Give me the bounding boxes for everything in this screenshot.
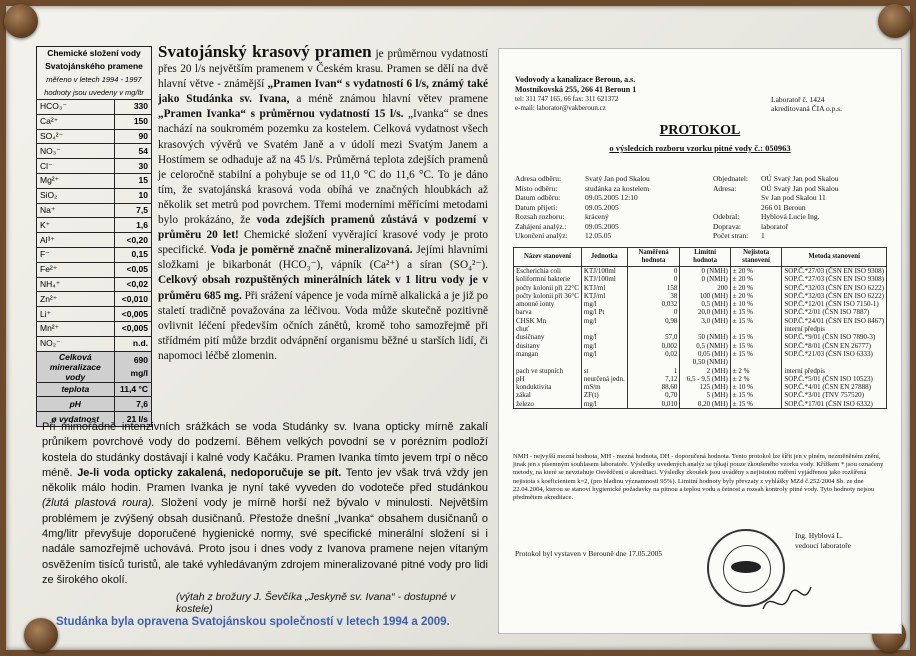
results-cell: 0,20 (MH) xyxy=(680,400,730,409)
results-cell: SOP.Č.*3/01 (TNV 757520) xyxy=(782,391,887,399)
chem-ion: Cl⁻ xyxy=(37,159,115,174)
results-cell: KTJ/100ml xyxy=(581,275,627,283)
results-cell: SOP.Č.*32/03 (ČSN EN ISO 6222) xyxy=(782,284,887,292)
lab-accreditation: akreditovaná ČIA o.p.s. xyxy=(771,104,843,113)
chem-row xyxy=(37,159,152,174)
chem-row xyxy=(37,173,152,188)
results-cell: 38 xyxy=(627,292,680,300)
results-cell: 125 (MH) xyxy=(680,383,730,391)
chem-table-subtitle: měřeno v letech 1994 - 1997 xyxy=(46,75,142,84)
results-cell: 0 xyxy=(627,275,680,283)
results-cell: ± 15 % xyxy=(730,308,782,316)
results-cell: mS/m xyxy=(581,383,627,391)
results-cell xyxy=(627,325,680,333)
chem-ion: Na⁺ xyxy=(37,203,115,218)
results-cell: ± 2 % xyxy=(730,367,782,375)
results-cell: ± 15 % xyxy=(730,350,782,358)
results-cell: KTJ/ml xyxy=(581,292,627,300)
results-row xyxy=(514,275,887,283)
results-row xyxy=(514,284,887,292)
chem-value: 1,6 xyxy=(114,218,151,233)
results-cell: mangan xyxy=(514,350,582,358)
info-value: 09.05.2005 xyxy=(585,202,619,212)
chem-ion: HCO₃⁻ xyxy=(37,100,115,115)
text-span: „Pramen Ivan“ s vydatností 6 l/s, známý také jako Studánka sv. Ivana, xyxy=(158,78,488,106)
results-table xyxy=(513,247,887,409)
chem-value: 330 xyxy=(114,100,151,115)
text-span: Tento jev však trvá vždy jen několik málo hodin. Pramen Ivanka je nyní také vyveden do vodoteče před studánkou xyxy=(42,466,488,495)
info-label: Místo odběru: xyxy=(515,183,558,193)
footer-note: Studánka byla opravena Svatojánskou společností v letech 1994 a 2009. xyxy=(56,616,450,628)
info-value: OÚ Svatý Jan pod Skalou xyxy=(761,174,839,183)
results-row xyxy=(514,367,887,375)
results-row xyxy=(514,267,887,276)
corner-screw xyxy=(878,4,912,38)
text-span: Při srážení vápence je voda mírně alkalická a je již po staletí tradičně považována za léčivou. Voda může skutečně pozitivně ovlivnit léčení především očních zánětů, kromě toho samozřejmě při střídmém pití může brzdit odvápnění organismu běžné u starších lidí, či napomoci léčbě zlomenin. xyxy=(158,289,489,362)
results-cell: ± 15 % xyxy=(730,342,782,350)
chem-value: 7,5 xyxy=(114,203,151,218)
chem-ion: Mn²⁺ xyxy=(37,321,115,336)
info-value: laboratoř xyxy=(761,221,789,231)
results-row xyxy=(514,317,887,325)
results-cell: 0,5 (MH) xyxy=(680,300,730,308)
chem-value: 54 xyxy=(114,144,151,159)
results-cell: 2 (MH) xyxy=(680,367,730,375)
results-cell: ± 2 % xyxy=(730,375,782,383)
chem-value: 30 xyxy=(114,159,151,174)
results-cell: 57,0 xyxy=(627,333,680,341)
results-cell: SOP.Č.*17/01 (ČSN ISO 6332) xyxy=(782,400,887,409)
text-span: je průměrnou vydatností přes 20 l/s největším pramenem v Českém krasu. Pramen se dělí na dvě hlavní větve - známější xyxy=(158,48,488,91)
results-cell: počty kolonií při 22°C xyxy=(514,284,582,292)
info-value: OÚ Svatý Jan pod Skalou xyxy=(761,183,839,193)
text-span: Celkový obsah rozpuštěných minerálních látek v 1 litru vody je v průměru 685 mg. xyxy=(158,274,488,302)
results-cell: interní předpis xyxy=(782,325,887,333)
chem-ion: Fe²⁺ xyxy=(37,262,115,277)
chem-value: 10 xyxy=(114,188,151,203)
info-value: studánka za kostelem xyxy=(585,183,650,193)
chem-value: <0,010 xyxy=(114,292,151,307)
info-value: Sv Jan pod Skalou 11 xyxy=(761,193,826,202)
results-cell: 6,5 - 9,5 (MH) xyxy=(680,375,730,383)
text-span: „Ivanka“ se dnes nachází na soukromém pozemku za kostelem. Celková vydatnost všech krasových vývěrů ve Svatém Janě a v údolí mezi Svatým Janem a Hostímem se odhaduje až na 45 l/s. Průměrná teplota zdejších pramenů je celoročně stabilní a pohybuje se od 11,0 °C do 11,6 °C. To je dáno tím, že svatojánská krasová voda obíhá ve značných hloubkách až několik set metrů pod povrchem. Třemi moderními měřícími metodami bylo prokázáno, že xyxy=(158,108,489,227)
results-cell: 0,02 xyxy=(627,350,680,358)
results-cell: 0,5 (NMH) xyxy=(680,342,730,350)
results-cell: dusitany xyxy=(514,342,582,350)
results-cell: KTJ/ml xyxy=(581,284,627,292)
results-cell xyxy=(730,325,782,333)
text-span: Při mimořádně intenzivních srážkách se voda Studánky sv. Ivana opticky mírně zakalí průnikem povrchové vody do podzemí. Během velkých povodní se v porézním podloží kostela do studánky dostávají i kalné vody Kačáku. Pramen Ivanka tímto jevem trpí o něco méně. xyxy=(42,421,488,479)
main-title: Svatojánský krasový pramen xyxy=(158,42,372,61)
results-cell: mg/l xyxy=(581,333,627,341)
results-cell: SOP.Č.*4/01 (ČSN EN 27888) xyxy=(782,383,887,391)
results-cell: 50 (NMH) xyxy=(680,333,730,341)
protocol-subtitle: o výsledcích rozboru vzorku pitné vody č.: 050963 xyxy=(609,143,791,153)
results-cell: 0,70 xyxy=(627,391,680,399)
results-row xyxy=(514,325,887,333)
ph-value: 7,6 xyxy=(114,397,151,412)
results-row xyxy=(514,375,887,383)
results-cell: SOP.Č.*27/03 (ČSN EN ISO 9308) xyxy=(782,275,887,283)
results-cell: 1 xyxy=(627,367,680,375)
results-cell: 0,98 xyxy=(627,317,680,325)
results-cell: mg/l xyxy=(581,400,627,409)
company-email: e-mail: laborator@vakberoun.cz xyxy=(515,104,606,112)
results-header: Jednotka xyxy=(581,248,627,267)
results-cell: ± 15 % xyxy=(730,400,782,409)
chem-row xyxy=(37,218,152,233)
results-header: Název stanovení xyxy=(514,248,582,267)
protocol-title: PROTOKOL xyxy=(659,123,741,138)
results-cell: 158 xyxy=(627,284,680,292)
chem-ion: Mg²⁺ xyxy=(37,173,115,188)
protocol-notes: NMH - nejvyšší mezná hodnota, MH - mezná hodnota, DH - doporučená hodnota. Tento protokol lze šířit jen v plném, nezměněném znění, jinak jen s písemným souhlasem laboratoře. Výsledky uvedených analýz se týkají pouze zkoušeného vzorku vody. Křížkem * jsou označeny metody, na které se nevztahuje Osvědčení o akreditaci. Výsledky zkoušek jsou uváděny s nejistotou měření vyjádřenou jako rozšířená nejistota s koeficientem k=2, (pro hladinu významnosti 95%). Limitní hodnoty byly převzaty z vyhlášky MZd č.252/2004 Sb. ze dne 22.04.2004, kterou se stanoví hygienické požadavky na pitnou a teplou vodu a četnost a rozsah kontroly pitné vody. Tyto hodnoty nejsou předmětem akreditace. xyxy=(513,453,884,502)
results-cell: amonné ionty xyxy=(514,300,582,308)
results-cell: 3,0 (MH) xyxy=(680,317,730,325)
results-cell: ± 20 % xyxy=(730,292,782,300)
results-cell: mg/l Pt xyxy=(581,308,627,316)
results-cell: 7,12 xyxy=(627,375,680,383)
results-header: Metoda stanovení xyxy=(782,248,887,267)
results-cell: 0 (NMH) xyxy=(680,275,730,283)
chem-row xyxy=(37,100,152,115)
main-text xyxy=(158,44,488,364)
text-span: Voda je poměrně značně mineralizovaná. xyxy=(210,244,413,257)
info-value: 09.05.2005 12:10 xyxy=(585,193,638,202)
info-value: 12.05.05 xyxy=(585,231,612,240)
chem-table-units: hodnoty jsou uvedeny v mg/ltr xyxy=(44,88,144,97)
chem-row xyxy=(37,129,152,144)
results-cell: koliformní bakterie xyxy=(514,275,582,283)
chem-ion: K⁺ xyxy=(37,218,115,233)
results-cell: ± 10 % xyxy=(730,383,782,391)
chem-row xyxy=(37,336,152,351)
results-cell: 0 xyxy=(627,308,680,316)
information-board xyxy=(6,6,910,650)
info-value: 09.05.2005 xyxy=(585,221,619,231)
results-cell: 0,032 xyxy=(627,300,680,308)
results-cell: 0,05 (MH) xyxy=(680,350,730,358)
chem-ion: SO₄²⁻ xyxy=(37,129,115,144)
info-label: Ukončení analýz: xyxy=(515,231,568,240)
results-cell xyxy=(680,325,730,333)
results-cell: 88,60 xyxy=(627,383,680,391)
results-cell: chuť xyxy=(514,325,582,333)
results-cell: 0 xyxy=(627,267,680,276)
results-cell: ± 15 % xyxy=(730,333,782,341)
info-value: 266 01 Beroun xyxy=(761,202,806,212)
mineral-label: Celková mineralizace vody xyxy=(37,351,115,382)
results-row xyxy=(514,383,887,391)
corner-screw xyxy=(4,4,38,38)
results-cell: 0,010 xyxy=(627,400,680,409)
results-cell: interní předpis xyxy=(782,367,887,375)
temp-label: teplota xyxy=(37,382,115,397)
results-cell xyxy=(514,358,582,366)
chem-row xyxy=(37,307,152,322)
results-cell: pach ve stupních xyxy=(514,367,582,375)
info-label: Adresa: xyxy=(713,183,737,193)
chem-row xyxy=(37,262,152,277)
chem-row xyxy=(37,203,152,218)
signature xyxy=(759,579,819,619)
chem-value: n.d. xyxy=(114,336,151,351)
info-value: krácený xyxy=(585,212,609,221)
text-span: Chemické složení vyvěrající krasové vody je proto specifické. xyxy=(158,229,488,257)
results-cell: SOP.Č.*27/03 (ČSN EN ISO 9308) xyxy=(782,267,887,276)
temp-value: 11,4 °C xyxy=(114,382,151,397)
results-row xyxy=(514,300,887,308)
lower-text xyxy=(42,420,488,588)
results-cell: SOP.Č.*24/01 (ČSN EN ISO 8467) xyxy=(782,317,887,325)
info-label: Objednatel: xyxy=(713,174,748,183)
results-cell: SOP.Č.*5/01 (ČSN ISO 10523) xyxy=(782,375,887,383)
info-label: Datum odběru: xyxy=(515,193,561,202)
results-row xyxy=(514,391,887,399)
results-cell: Escherichia coli xyxy=(514,267,582,276)
results-header: Naměřená hodnota xyxy=(627,248,680,267)
citation: (výtah z brožury J. Ševčíka „Jeskyně sv. Ivana“ - dostupné v kostele) xyxy=(176,591,456,615)
chem-row xyxy=(37,321,152,336)
info-label: Počet stran: xyxy=(713,231,749,240)
results-cell xyxy=(782,358,887,366)
results-cell: ± 20 % xyxy=(730,267,782,276)
chem-table-header xyxy=(37,47,152,100)
chem-row xyxy=(37,188,152,203)
results-row xyxy=(514,342,887,350)
info-label: Doprava: xyxy=(713,221,741,231)
chem-ion: NH₄⁺ xyxy=(37,277,115,292)
results-cell: 0,002 xyxy=(627,342,680,350)
chem-value: 0,15 xyxy=(114,247,151,262)
signer-role: vedoucí laboratoře xyxy=(795,541,852,550)
company-phone: tel: 311 747 165, 66 fax: 311 621372 xyxy=(515,95,619,103)
results-cell: barva xyxy=(514,308,582,316)
text-span: Jejími hlavními složkami je bikarbonát (HCO₃⁻), vápník (Ca²⁺) a síran (SO₄²⁻). xyxy=(158,244,488,272)
text-span: a méně známou hlavní větev pramene xyxy=(296,93,489,106)
info-label: Odebral: xyxy=(713,212,740,221)
info-value: Hyblová Lucie Ing. xyxy=(761,212,820,221)
results-cell: 100 (MH) xyxy=(680,292,730,300)
chem-ion: SiO₂ xyxy=(37,188,115,203)
chem-ion: NO₃⁻ xyxy=(37,144,115,159)
results-row xyxy=(514,308,887,316)
results-cell: SOP.Č.*2/01 (ČSN ISO 7887) xyxy=(782,308,887,316)
results-cell: konduktivita xyxy=(514,383,582,391)
results-cell xyxy=(730,358,782,366)
yield-label: ø vydatnost xyxy=(37,412,115,427)
chem-row xyxy=(37,247,152,262)
results-cell: dusičnany xyxy=(514,333,582,341)
stamp-emblem xyxy=(731,561,761,573)
chem-row xyxy=(37,114,152,129)
mineral-value: 690 mg/l xyxy=(114,351,151,382)
chem-value: <0,005 xyxy=(114,307,151,322)
info-value: 1 xyxy=(761,231,765,240)
results-cell: železo xyxy=(514,400,582,409)
results-cell: 0 (NMH) xyxy=(680,267,730,276)
chem-ion: NO₂⁻ xyxy=(37,336,115,351)
company-name: Vodovody a kanalizace Beroun, a.s. xyxy=(515,75,636,84)
results-cell: 200 xyxy=(680,284,730,292)
results-row xyxy=(514,292,887,300)
issued-note: Protokol byl vystaven v Berouně dne 17.05.2005 xyxy=(515,549,663,558)
info-label: Adresa odběru: xyxy=(515,174,562,183)
results-cell: ± 20 % xyxy=(730,275,782,283)
results-cell xyxy=(627,358,680,366)
results-cell: SOP.Č.*9/01 (ČSN ISO 7890-3) xyxy=(782,333,887,341)
protocol-sheet xyxy=(498,48,902,634)
chem-value: 15 xyxy=(114,173,151,188)
text-span: voda zdejších pramenů zůstává v podzemí v průměru 20 let! xyxy=(158,214,488,242)
results-cell: SOP.Č.*21/03 (ČSN ISO 6333) xyxy=(782,350,887,358)
results-cell: neurčená jedn. xyxy=(581,375,627,383)
signer-name: Ing. Hyblová L. xyxy=(795,531,843,540)
chem-row xyxy=(37,277,152,292)
ph-label: pH xyxy=(37,397,115,412)
lab-number: Laboratoř č. 1424 xyxy=(771,95,825,104)
results-cell: mg/l xyxy=(581,350,627,358)
info-value: Svatý Jan pod Skalou xyxy=(585,174,650,183)
text-span: „Pramen Ivanka“ s průměrnou vydatností 15 l/s. xyxy=(158,108,404,121)
results-cell xyxy=(581,358,627,366)
results-cell: ± 15 % xyxy=(730,317,782,325)
results-cell: mg/l xyxy=(581,342,627,350)
results-cell: mg/l xyxy=(581,317,627,325)
results-row xyxy=(514,350,887,358)
results-cell: počty kolonií při 36°C xyxy=(514,292,582,300)
chem-row xyxy=(37,144,152,159)
results-cell: 5 (MH) xyxy=(680,391,730,399)
info-label: Datum přijetí: xyxy=(515,202,558,212)
chem-value: <0,05 xyxy=(114,262,151,277)
chem-row xyxy=(37,233,152,248)
results-header: Limitní hodnota xyxy=(680,248,730,267)
info-label: Rozsah rozboru: xyxy=(515,212,565,221)
text-span: (žlutá plastová roura). xyxy=(42,497,155,510)
results-cell: SOP.Č.*12/01 (ČSN ISO 7150-1) xyxy=(782,300,887,308)
results-cell xyxy=(581,325,627,333)
results-cell: ZF(t) xyxy=(581,391,627,399)
info-label: Zahájení analýz.: xyxy=(515,221,567,231)
results-cell: pH xyxy=(514,375,582,383)
text-span: Složení vody je mírně horší než bývalo v minulosti. Největším problémem je zvýšený obsah dusičnanů. Přestože dnešní „Ivanka“ obsahem dusičnanů o 4mg/litr převyšuje doporučené hygienické normy, své specifické minerální složení si i nadále samozřejmě uchovává. Proto jsou i dnes vody z Ivanova pramene nejen vítaným osvěžením tisíců turistů, ale také vyhledávaným zdrojem mineralizované pitné vody pro lidi ze širokého okolí. xyxy=(42,497,488,586)
results-cell: 20,0 (MH) xyxy=(680,308,730,316)
results-row xyxy=(514,333,887,341)
results-row xyxy=(514,400,887,409)
chem-row xyxy=(37,292,152,307)
results-cell: SOP.Č.*32/03 (ČSN EN ISO 6222) xyxy=(782,292,887,300)
left-panel xyxy=(36,40,488,640)
yield-value: 21 l/s xyxy=(114,412,151,427)
chem-ion: Zn²⁺ xyxy=(37,292,115,307)
text-span: Je-li voda opticky zakalená, nedoporučuje se pít. xyxy=(77,466,342,479)
results-cell: SOP.Č.*8/01 (ČSN EN 26777) xyxy=(782,342,887,350)
results-cell: zákal xyxy=(514,391,582,399)
results-cell: KTJ/100ml xyxy=(581,267,627,276)
chem-value: <0,20 xyxy=(114,233,151,248)
results-cell: CHSK Mn xyxy=(514,317,582,325)
chem-ion: Ca²⁺ xyxy=(37,114,115,129)
results-cell: st xyxy=(581,367,627,375)
chemical-composition-table xyxy=(36,46,152,427)
chem-ion: F⁻ xyxy=(37,247,115,262)
results-header: Nejistota stanovení xyxy=(730,248,782,267)
results-cell: 0,50 (NMH) xyxy=(680,358,730,366)
results-cell: mg/l xyxy=(581,300,627,308)
chem-table-title: Chemické složení vody Svatojánského pramene xyxy=(45,48,143,71)
chem-ion: Li⁺ xyxy=(37,307,115,322)
chem-value: <0,005 xyxy=(114,321,151,336)
chem-value: 90 xyxy=(114,129,151,144)
chem-value: 150 xyxy=(114,114,151,129)
company-address: Mostníkovská 255, 266 41 Beroun 1 xyxy=(515,85,637,94)
chem-value: <0,02 xyxy=(114,277,151,292)
results-cell: ± 10 % xyxy=(730,300,782,308)
chem-ion: Al³⁺ xyxy=(37,233,115,248)
results-cell: ± 20 % xyxy=(730,284,782,292)
results-cell: ± 15 % xyxy=(730,391,782,399)
results-row xyxy=(514,358,887,366)
